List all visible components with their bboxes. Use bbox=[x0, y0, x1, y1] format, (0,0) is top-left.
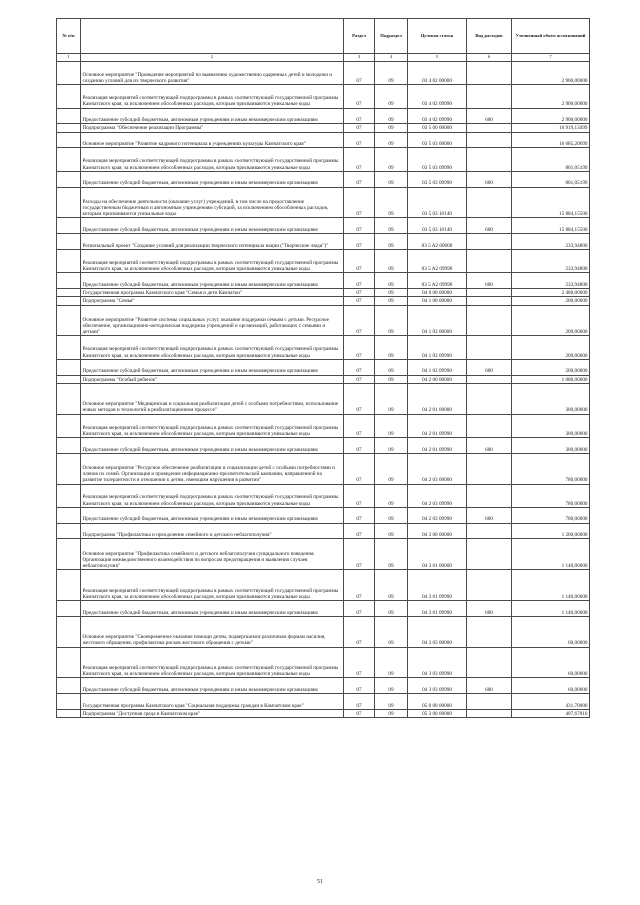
table-row bbox=[57, 273, 590, 289]
row-name: Государственная программа Камчатского края "Семья и дети Камчатки" bbox=[81, 289, 344, 297]
row-name: Подпрограмма "Особый ребенок" bbox=[81, 375, 344, 383]
row-name: Основное мероприятие "Профилактика семейного и детского неблагополучия суицидального поведения. Организация межведомственного взаимодействия по вопросам предотвращения и выявления случаев неблагополучия" bbox=[81, 539, 344, 570]
row-number bbox=[57, 523, 81, 539]
row-expense-type bbox=[467, 249, 512, 272]
row-section: 07 bbox=[344, 570, 375, 601]
row-amount: 200,00000 bbox=[512, 336, 590, 359]
row-section: 07 bbox=[344, 297, 375, 305]
table-row bbox=[57, 437, 590, 453]
row-section: 07 bbox=[344, 85, 375, 108]
row-expense-type bbox=[467, 710, 512, 718]
row-subsection: 09 bbox=[375, 108, 408, 124]
row-section: 07 bbox=[344, 647, 375, 678]
row-amount: 300,00000 bbox=[512, 383, 590, 414]
row-name: Подпрограмма "Профилактика и преодоление семейного и детского неблагополучия" bbox=[81, 523, 344, 539]
row-subsection: 09 bbox=[375, 336, 408, 359]
row-target-article: 03 5 03 10140 bbox=[408, 218, 467, 234]
row-section: 07 bbox=[344, 539, 375, 570]
column-number: 4 bbox=[375, 54, 408, 62]
row-name: Реализация мероприятий соответствующей подпрограммы в рамках соответствующей государственной программы Камчатского края, за исключением обособленных расходов, которым присваиваются уникальные коды bbox=[81, 336, 344, 359]
row-section: 07 bbox=[344, 678, 375, 694]
row-section: 07 bbox=[344, 62, 375, 85]
row-name: Основное мероприятие "Медицинская и социальная реабилитация детей с особыми потребностями, использование новых методов и технологий в реабилитационном процессе" bbox=[81, 383, 344, 414]
row-number bbox=[57, 273, 81, 289]
row-amount: 2 900,00000 bbox=[512, 85, 590, 108]
row-number bbox=[57, 249, 81, 272]
row-amount: 407,67810 bbox=[512, 710, 590, 718]
row-target-article: 04 2 03 09990 bbox=[408, 484, 467, 507]
row-number bbox=[57, 124, 81, 132]
row-target-article: 04 0 00 00000 bbox=[408, 289, 467, 297]
row-target-article: 03 5 A2 09990 bbox=[408, 249, 467, 272]
row-amount: 2 480,00000 bbox=[512, 289, 590, 297]
table-row bbox=[57, 218, 590, 234]
row-name: Предоставление субсидий бюджетным, автономным учреждениям и иным некоммерческим организациям bbox=[81, 218, 344, 234]
row-expense-type bbox=[467, 523, 512, 539]
row-name: Государственная программа Камчатского края "Социальная поддержка граждан в Камчатском крае" bbox=[81, 694, 344, 710]
table-row bbox=[57, 171, 590, 187]
row-amount: 60,00000 bbox=[512, 678, 590, 694]
row-subsection: 09 bbox=[375, 694, 408, 710]
row-amount: 801,05199 bbox=[512, 148, 590, 171]
row-name: Реализация мероприятий соответствующей подпрограммы в рамках соответствующей государственной программы Камчатского края, за исключением обособленных расходов, которым присваиваются уникальные коды bbox=[81, 647, 344, 678]
row-target-article: 04 3 01 09990 bbox=[408, 570, 467, 601]
row-section: 07 bbox=[344, 124, 375, 132]
row-amount: 1 080,00000 bbox=[512, 375, 590, 383]
row-name: Основное мероприятие "Своевременное оказание помощи детям, подвергшимся различным формам насилия, жестокого обращения, профилактика рисков жестокого обращения с детьми" bbox=[81, 616, 344, 647]
row-section: 07 bbox=[344, 132, 375, 148]
row-number bbox=[57, 62, 81, 85]
row-amount: 2 900,00000 bbox=[512, 62, 590, 85]
row-number bbox=[57, 710, 81, 718]
row-amount: 15 884,15500 bbox=[512, 218, 590, 234]
table-row bbox=[57, 694, 590, 710]
row-expense-type bbox=[467, 414, 512, 437]
row-number bbox=[57, 484, 81, 507]
row-number bbox=[57, 647, 81, 678]
row-name: Предоставление субсидий бюджетным, автономным учреждениям и иным некоммерческим организациям bbox=[81, 601, 344, 617]
row-target-article: 04 1 02 09990 bbox=[408, 359, 467, 375]
row-number bbox=[57, 108, 81, 124]
row-subsection: 09 bbox=[375, 171, 408, 187]
row-number bbox=[57, 336, 81, 359]
row-amount: 780,00000 bbox=[512, 453, 590, 484]
row-subsection: 09 bbox=[375, 601, 408, 617]
row-target-article: 04 3 03 09990 bbox=[408, 647, 467, 678]
row-number bbox=[57, 218, 81, 234]
row-section: 07 bbox=[344, 171, 375, 187]
table-row bbox=[57, 616, 590, 647]
row-target-article: 04 2 03 00000 bbox=[408, 453, 467, 484]
row-name: Основное мероприятие "Развитие системы социальных услуг, оказание поддержки семьям с детьми. Ресурсное обеспечение, организационно-методическая поддержка учреждений и организаций, работающих с семьями и детьми" bbox=[81, 305, 344, 336]
header-number: № п/п bbox=[57, 19, 81, 54]
row-name: Предоставление субсидий бюджетным, автономным учреждениям и иным некоммерческим организациям bbox=[81, 273, 344, 289]
row-section: 07 bbox=[344, 616, 375, 647]
row-section: 07 bbox=[344, 523, 375, 539]
row-amount: 16 919,13499 bbox=[512, 124, 590, 132]
row-amount: 233,94800 bbox=[512, 273, 590, 289]
row-section: 07 bbox=[344, 305, 375, 336]
row-number bbox=[57, 171, 81, 187]
row-target-article: 04 2 00 00000 bbox=[408, 375, 467, 383]
row-section: 07 bbox=[344, 710, 375, 718]
table-row bbox=[57, 710, 590, 718]
page-number: 51 bbox=[317, 879, 323, 885]
row-number bbox=[57, 85, 81, 108]
row-number bbox=[57, 539, 81, 570]
row-section: 07 bbox=[344, 336, 375, 359]
row-name: Основное мероприятие "Проведение мероприятий по выявлению художественно одаренных детей и молодежи и созданию условий для их творческого развития" bbox=[81, 62, 344, 85]
row-name: Подпрограмма "Обеспечение реализации Программы" bbox=[81, 124, 344, 132]
row-target-article: 03 5 00 00000 bbox=[408, 124, 467, 132]
table-row bbox=[57, 453, 590, 484]
table-row bbox=[57, 187, 590, 218]
row-name: Предоставление субсидий бюджетным, автономным учреждениям и иным некоммерческим организациям bbox=[81, 678, 344, 694]
row-subsection: 09 bbox=[375, 273, 408, 289]
row-expense-type: 600 bbox=[467, 171, 512, 187]
row-target-article: 03 5 A2 00000 bbox=[408, 234, 467, 250]
row-target-article: 03 5 03 09990 bbox=[408, 171, 467, 187]
row-number bbox=[57, 305, 81, 336]
table-row bbox=[57, 148, 590, 171]
row-section: 07 bbox=[344, 414, 375, 437]
row-name: Предоставление субсидий бюджетным, автономным учреждениям и иным некоммерческим организациям bbox=[81, 171, 344, 187]
table-row bbox=[57, 678, 590, 694]
row-section: 07 bbox=[344, 234, 375, 250]
row-number bbox=[57, 148, 81, 171]
table-row bbox=[57, 383, 590, 414]
row-number bbox=[57, 289, 81, 297]
row-section: 07 bbox=[344, 289, 375, 297]
table-body bbox=[57, 62, 590, 718]
table-row bbox=[57, 336, 590, 359]
row-expense-type: 600 bbox=[467, 678, 512, 694]
row-section: 07 bbox=[344, 273, 375, 289]
row-amount: 200,00000 bbox=[512, 305, 590, 336]
row-expense-type bbox=[467, 289, 512, 297]
row-amount: 200,00000 bbox=[512, 359, 590, 375]
row-amount: 1 140,00000 bbox=[512, 539, 590, 570]
row-amount: 60,00000 bbox=[512, 616, 590, 647]
row-expense-type bbox=[467, 539, 512, 570]
row-name: Расходы на обеспечение деятельности (оказание услуг) учреждений, в том числе на предоставление государственным бюджетным и автономным учреждениям субсидий, за исключением обособленных расходов, которым присваиваются уникальные коды bbox=[81, 187, 344, 218]
row-expense-type bbox=[467, 383, 512, 414]
row-expense-type bbox=[467, 694, 512, 710]
row-target-article: 03 5 03 10140 bbox=[408, 187, 467, 218]
header-subsection: Подраздел bbox=[375, 19, 408, 54]
row-subsection: 09 bbox=[375, 305, 408, 336]
header-section: Раздел bbox=[344, 19, 375, 54]
row-subsection: 09 bbox=[375, 523, 408, 539]
row-target-article: 05 3 00 00000 bbox=[408, 710, 467, 718]
row-amount: 60,00000 bbox=[512, 647, 590, 678]
row-subsection: 09 bbox=[375, 375, 408, 383]
row-number bbox=[57, 437, 81, 453]
row-section: 07 bbox=[344, 601, 375, 617]
row-number bbox=[57, 570, 81, 601]
row-expense-type: 600 bbox=[467, 108, 512, 124]
row-expense-type: 600 bbox=[467, 507, 512, 523]
row-expense-type bbox=[467, 305, 512, 336]
header-row bbox=[57, 19, 590, 54]
row-subsection: 09 bbox=[375, 132, 408, 148]
row-expense-type bbox=[467, 453, 512, 484]
table-row bbox=[57, 297, 590, 305]
row-expense-type bbox=[467, 132, 512, 148]
row-subsection: 09 bbox=[375, 437, 408, 453]
row-amount: 16 685,20699 bbox=[512, 132, 590, 148]
table-row bbox=[57, 305, 590, 336]
row-amount: 1 140,00000 bbox=[512, 570, 590, 601]
row-expense-type: 600 bbox=[467, 218, 512, 234]
column-number: 2 bbox=[81, 54, 344, 62]
row-number bbox=[57, 375, 81, 383]
row-target-article: 04 2 01 09990 bbox=[408, 437, 467, 453]
row-target-article: 04 3 03 09990 bbox=[408, 678, 467, 694]
row-amount: 1 140,00000 bbox=[512, 601, 590, 617]
row-amount: 780,00000 bbox=[512, 507, 590, 523]
table-row bbox=[57, 108, 590, 124]
row-section: 07 bbox=[344, 249, 375, 272]
row-subsection: 09 bbox=[375, 218, 408, 234]
row-number bbox=[57, 383, 81, 414]
header-target-article: Целевая статья bbox=[408, 19, 467, 54]
row-section: 07 bbox=[344, 187, 375, 218]
row-target-article: 03 5 A2 09990 bbox=[408, 273, 467, 289]
row-number bbox=[57, 694, 81, 710]
row-target-article: 04 3 01 09990 bbox=[408, 601, 467, 617]
row-number bbox=[57, 359, 81, 375]
row-name: Основное мероприятие "Ресурсное обеспечение реабилитации и социализации детей с особыми потребностями и членов их семей. Организация и проведение информационно-просветительской кампании, направленной на развитие толерантности в отношении к детям, имеющим нарушения в развитии" bbox=[81, 453, 344, 484]
row-subsection: 09 bbox=[375, 616, 408, 647]
row-subsection: 09 bbox=[375, 124, 408, 132]
row-name: Реализация мероприятий соответствующей подпрограммы в рамках соответствующей государственной программы Камчатского края, за исключением обособленных расходов, которым присваиваются уникальные коды bbox=[81, 85, 344, 108]
row-subsection: 09 bbox=[375, 647, 408, 678]
column-number: 1 bbox=[57, 54, 81, 62]
row-number bbox=[57, 507, 81, 523]
row-section: 07 bbox=[344, 383, 375, 414]
row-subsection: 09 bbox=[375, 289, 408, 297]
row-expense-type bbox=[467, 336, 512, 359]
row-expense-type bbox=[467, 616, 512, 647]
row-name: Предоставление субсидий бюджетным, автономным учреждениям и иным некоммерческим организациям bbox=[81, 359, 344, 375]
row-name: Реализация мероприятий соответствующей подпрограммы в рамках соответствующей государственной программы Камчатского края, за исключением обособленных расходов, которым присваиваются уникальные коды bbox=[81, 484, 344, 507]
row-expense-type bbox=[467, 647, 512, 678]
row-target-article: 04 2 01 00000 bbox=[408, 383, 467, 414]
row-expense-type bbox=[467, 124, 512, 132]
row-name: Реализация мероприятий соответствующей подпрограммы в рамках соответствующей государственной программы Камчатского края, за исключением обособленных расходов, которым присваиваются уникальные коды bbox=[81, 570, 344, 601]
row-expense-type: 600 bbox=[467, 437, 512, 453]
table-row bbox=[57, 85, 590, 108]
row-subsection: 09 bbox=[375, 453, 408, 484]
table-row bbox=[57, 289, 590, 297]
row-number bbox=[57, 297, 81, 305]
header-name bbox=[81, 19, 344, 54]
row-section: 07 bbox=[344, 453, 375, 484]
row-subsection: 09 bbox=[375, 678, 408, 694]
row-target-article: 04 3 01 00000 bbox=[408, 539, 467, 570]
row-target-article: 03 4 02 09990 bbox=[408, 85, 467, 108]
row-target-article: 04 2 01 09990 bbox=[408, 414, 467, 437]
row-subsection: 09 bbox=[375, 507, 408, 523]
row-subsection: 09 bbox=[375, 570, 408, 601]
row-subsection: 09 bbox=[375, 297, 408, 305]
row-subsection: 09 bbox=[375, 85, 408, 108]
row-expense-type bbox=[467, 62, 512, 85]
table-row bbox=[57, 414, 590, 437]
row-section: 07 bbox=[344, 359, 375, 375]
row-amount: 233,94800 bbox=[512, 234, 590, 250]
table-row bbox=[57, 249, 590, 272]
row-amount: 2 900,00000 bbox=[512, 108, 590, 124]
row-target-article: 03 5 03 09990 bbox=[408, 148, 467, 171]
table-row bbox=[57, 62, 590, 85]
row-amount: 233,94800 bbox=[512, 249, 590, 272]
row-target-article: 03 4 02 00000 bbox=[408, 62, 467, 85]
table-row bbox=[57, 523, 590, 539]
row-amount: 200,00000 bbox=[512, 297, 590, 305]
row-expense-type: 600 bbox=[467, 273, 512, 289]
budget-table bbox=[56, 18, 590, 718]
row-subsection: 09 bbox=[375, 539, 408, 570]
row-name: Основное мероприятие "Развитие кадрового потенциала в учреждениях культуры Камчатского края" bbox=[81, 132, 344, 148]
row-expense-type bbox=[467, 234, 512, 250]
row-expense-type bbox=[467, 187, 512, 218]
row-target-article: 03 4 02 09990 bbox=[408, 108, 467, 124]
row-target-article: 04 2 03 09990 bbox=[408, 507, 467, 523]
row-expense-type: 600 bbox=[467, 359, 512, 375]
table-row bbox=[57, 647, 590, 678]
row-name: Предоставление субсидий бюджетным, автономным учреждениям и иным некоммерческим организациям bbox=[81, 108, 344, 124]
row-section: 07 bbox=[344, 694, 375, 710]
row-subsection: 09 bbox=[375, 62, 408, 85]
column-number: 3 bbox=[344, 54, 375, 62]
row-number bbox=[57, 234, 81, 250]
row-amount: 801,05199 bbox=[512, 171, 590, 187]
row-expense-type bbox=[467, 148, 512, 171]
row-name: Реализация мероприятий соответствующей подпрограммы в рамках соответствующей государственной программы Камчатского края, за исключением обособленных расходов, которым присваиваются уникальные коды bbox=[81, 249, 344, 272]
row-subsection: 09 bbox=[375, 414, 408, 437]
row-section: 07 bbox=[344, 108, 375, 124]
row-number bbox=[57, 187, 81, 218]
row-subsection: 09 bbox=[375, 710, 408, 718]
row-amount: 1 200,00000 bbox=[512, 523, 590, 539]
table-row bbox=[57, 359, 590, 375]
table-row bbox=[57, 375, 590, 383]
row-target-article: 03 5 03 00000 bbox=[408, 132, 467, 148]
row-target-article: 04 1 02 00000 bbox=[408, 305, 467, 336]
row-amount: 431,70000 bbox=[512, 694, 590, 710]
table-row bbox=[57, 570, 590, 601]
row-name: Подпрограмма "Доступная среда в Камчатском крае" bbox=[81, 710, 344, 718]
row-subsection: 09 bbox=[375, 148, 408, 171]
table-row bbox=[57, 234, 590, 250]
row-subsection: 09 bbox=[375, 234, 408, 250]
row-target-article: 04 1 00 00000 bbox=[408, 297, 467, 305]
row-section: 07 bbox=[344, 507, 375, 523]
row-name: Предоставление субсидий бюджетным, автономным учреждениям и иным некоммерческим организациям bbox=[81, 507, 344, 523]
column-number: 7 bbox=[512, 54, 590, 62]
row-section: 07 bbox=[344, 148, 375, 171]
row-target-article: 04 3 00 00000 bbox=[408, 523, 467, 539]
row-subsection: 09 bbox=[375, 249, 408, 272]
row-number bbox=[57, 132, 81, 148]
row-amount: 300,00000 bbox=[512, 414, 590, 437]
row-name: Предоставление субсидий бюджетным, автономным учреждениям и иным некоммерческим организациям bbox=[81, 437, 344, 453]
row-subsection: 09 bbox=[375, 359, 408, 375]
table-row bbox=[57, 132, 590, 148]
row-subsection: 09 bbox=[375, 187, 408, 218]
row-number bbox=[57, 453, 81, 484]
row-section: 07 bbox=[344, 484, 375, 507]
row-name: Подпрограмма "Семья" bbox=[81, 297, 344, 305]
column-number: 5 bbox=[408, 54, 467, 62]
row-target-article: 05 0 00 00000 bbox=[408, 694, 467, 710]
row-target-article: 04 1 02 09990 bbox=[408, 336, 467, 359]
header-amount: Уточненный объем ассигнований bbox=[512, 19, 590, 54]
row-amount: 300,00000 bbox=[512, 437, 590, 453]
header-expense-type: Вид расходов bbox=[467, 19, 512, 54]
row-expense-type bbox=[467, 297, 512, 305]
row-subsection: 09 bbox=[375, 484, 408, 507]
row-number bbox=[57, 678, 81, 694]
row-expense-type: 600 bbox=[467, 601, 512, 617]
column-number-row bbox=[57, 54, 590, 62]
row-target-article: 04 3 03 00000 bbox=[408, 616, 467, 647]
row-name: Региональный проект "Создание условий для реализации творческого потенциала нации ("Творческие люди")" bbox=[81, 234, 344, 250]
row-name: Реализация мероприятий соответствующей подпрограммы в рамках соответствующей государственной программы Камчатского края, за исключением обособленных расходов, которым присваиваются уникальные коды bbox=[81, 148, 344, 171]
row-subsection: 09 bbox=[375, 383, 408, 414]
column-number: 6 bbox=[467, 54, 512, 62]
row-amount: 15 884,15500 bbox=[512, 187, 590, 218]
table-row bbox=[57, 601, 590, 617]
table-row bbox=[57, 484, 590, 507]
row-expense-type bbox=[467, 484, 512, 507]
row-expense-type bbox=[467, 375, 512, 383]
table-row bbox=[57, 507, 590, 523]
row-number bbox=[57, 601, 81, 617]
row-expense-type bbox=[467, 85, 512, 108]
row-number bbox=[57, 616, 81, 647]
row-section: 07 bbox=[344, 375, 375, 383]
row-expense-type bbox=[467, 570, 512, 601]
table-row bbox=[57, 124, 590, 132]
row-amount: 780,00000 bbox=[512, 484, 590, 507]
row-number bbox=[57, 414, 81, 437]
row-name: Реализация мероприятий соответствующей подпрограммы в рамках соответствующей государственной программы Камчатского края, за исключением обособленных расходов, которым присваиваются уникальные коды bbox=[81, 414, 344, 437]
row-section: 07 bbox=[344, 218, 375, 234]
row-section: 07 bbox=[344, 437, 375, 453]
table-row bbox=[57, 539, 590, 570]
